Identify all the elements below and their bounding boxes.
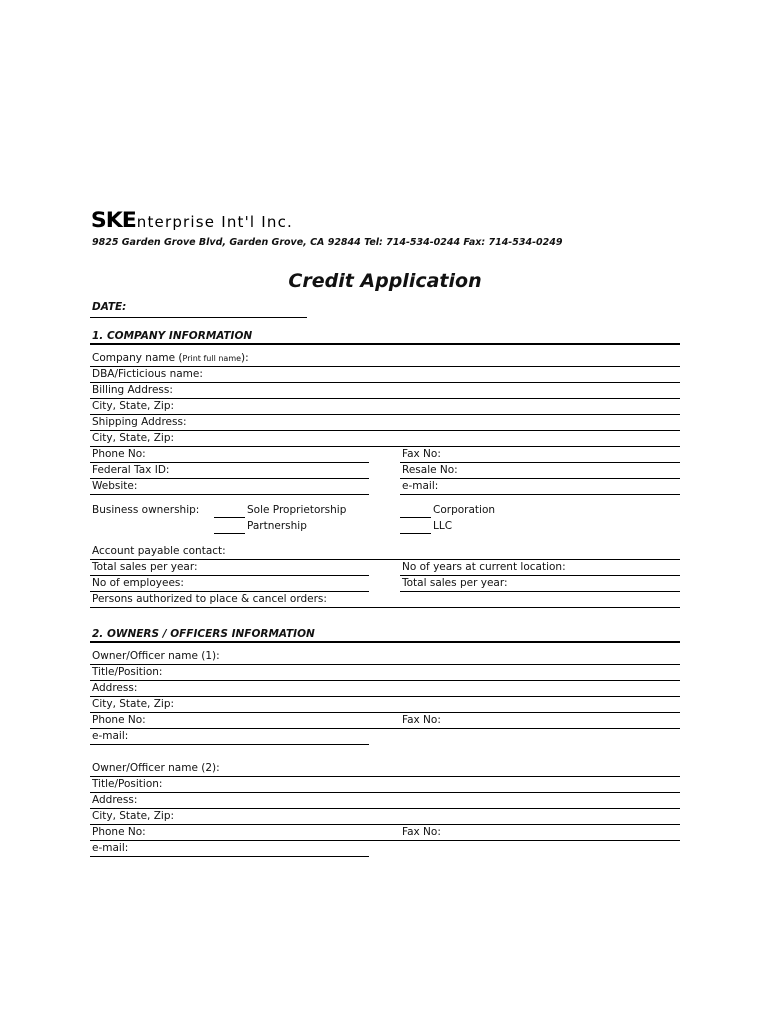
owner2-fax-label: Fax No: xyxy=(402,826,441,838)
logo-mark: SKE xyxy=(90,208,136,232)
owner2-phone-label: Phone No: xyxy=(92,826,146,838)
persons-authorized-field[interactable] xyxy=(90,607,680,608)
business-ownership-label: Business ownership: xyxy=(92,504,200,516)
date-field[interactable] xyxy=(90,317,307,318)
partnership-checkbox[interactable] xyxy=(214,533,245,534)
employees-field[interactable] xyxy=(90,591,369,592)
federal-tax-label: Federal Tax ID: xyxy=(92,464,170,476)
fax-label: Fax No: xyxy=(402,448,441,460)
shipping-city-field[interactable] xyxy=(90,446,680,447)
owner1-city-label: City, State, Zip: xyxy=(92,698,175,710)
dba-label: DBA/Ficticious name: xyxy=(92,368,203,380)
owner2-email-label: e-mail: xyxy=(92,842,129,854)
website-field[interactable] xyxy=(90,494,369,495)
owner1-email-label: e-mail: xyxy=(92,730,129,742)
shipping-city-label: City, State, Zip: xyxy=(92,432,175,444)
llc-label: LLC xyxy=(433,520,453,532)
owner1-name-field[interactable] xyxy=(90,664,680,665)
total-sales-right-field[interactable] xyxy=(400,591,680,592)
owner1-title-field[interactable] xyxy=(90,680,680,681)
owner1-name-label: Owner/Officer name (1): xyxy=(92,650,220,662)
sole-prop-checkbox[interactable] xyxy=(214,517,245,518)
owner1-email-field[interactable] xyxy=(90,744,369,745)
total-sales-field[interactable] xyxy=(90,575,369,576)
owner1-address-field[interactable] xyxy=(90,696,680,697)
shipping-address-label: Shipping Address: xyxy=(92,416,187,428)
date-label: DATE: xyxy=(92,301,127,313)
years-location-field[interactable] xyxy=(400,575,680,576)
corporation-label: Corporation xyxy=(433,504,496,516)
page-title: Credit Application xyxy=(288,270,482,292)
dba-field[interactable] xyxy=(90,382,680,383)
resale-label: Resale No: xyxy=(402,464,458,476)
billing-city-label: City, State, Zip: xyxy=(92,400,175,412)
owner2-name-field[interactable] xyxy=(90,776,680,777)
owner2-title-label: Title/Position: xyxy=(92,778,163,790)
website-label: Website: xyxy=(92,480,138,492)
email-label: e-mail: xyxy=(402,480,439,492)
sole-prop-label: Sole Proprietorship xyxy=(247,504,347,516)
section-heading-company: 1. COMPANY INFORMATION xyxy=(92,330,253,342)
company-address: 9825 Garden Grove Blvd, Garden Grove, CA 92844 Tel: 714-534-0244 Fax: 714-534-0249 xyxy=(92,237,563,248)
owner2-phone-field[interactable] xyxy=(90,840,680,841)
company-name-label: Company name (Print full name): xyxy=(92,352,249,364)
fax-field[interactable] xyxy=(400,462,680,463)
phone-field[interactable] xyxy=(90,462,369,463)
section-rule xyxy=(90,641,680,643)
owner1-phone-label: Phone No: xyxy=(92,714,146,726)
owner1-title-label: Title/Position: xyxy=(92,666,163,678)
owner2-name-label: Owner/Officer name (2): xyxy=(92,762,220,774)
ap-contact-label: Account payable contact: xyxy=(92,545,226,557)
owner1-fax-label: Fax No: xyxy=(402,714,441,726)
company-logo xyxy=(92,209,293,231)
partnership-label: Partnership xyxy=(247,520,307,532)
owner1-city-field[interactable] xyxy=(90,712,680,713)
owner2-address-label: Address: xyxy=(92,794,138,806)
email-field[interactable] xyxy=(400,494,680,495)
phone-label: Phone No: xyxy=(92,448,146,460)
ap-contact-field[interactable] xyxy=(90,559,680,560)
billing-address-field[interactable] xyxy=(90,398,680,399)
owner1-address-label: Address: xyxy=(92,682,138,694)
billing-address-label: Billing Address: xyxy=(92,384,173,396)
years-location-label: No of years at current location: xyxy=(402,561,566,573)
federal-tax-field[interactable] xyxy=(90,478,369,479)
employees-label: No of employees: xyxy=(92,577,184,589)
total-sales-right-label: Total sales per year: xyxy=(402,577,508,589)
section-rule xyxy=(90,343,680,345)
persons-authorized-label: Persons authorized to place & cancel orders: xyxy=(92,593,327,605)
resale-field[interactable] xyxy=(400,478,680,479)
print-full-name-note: Print full name xyxy=(182,354,242,363)
logo-text: nterprise Int'l Inc. xyxy=(136,213,294,231)
owner2-city-label: City, State, Zip: xyxy=(92,810,175,822)
total-sales-label: Total sales per year: xyxy=(92,561,198,573)
owner2-city-field[interactable] xyxy=(90,824,680,825)
owner2-email-field[interactable] xyxy=(90,856,369,857)
billing-city-field[interactable] xyxy=(90,414,680,415)
owner1-phone-field[interactable] xyxy=(90,728,680,729)
llc-checkbox[interactable] xyxy=(400,533,431,534)
corporation-checkbox[interactable] xyxy=(400,517,431,518)
owner2-title-field[interactable] xyxy=(90,792,680,793)
company-name-field[interactable] xyxy=(90,366,680,367)
section-heading-owners: 2. OWNERS / OFFICERS INFORMATION xyxy=(92,628,315,640)
shipping-address-field[interactable] xyxy=(90,430,680,431)
owner2-address-field[interactable] xyxy=(90,808,680,809)
